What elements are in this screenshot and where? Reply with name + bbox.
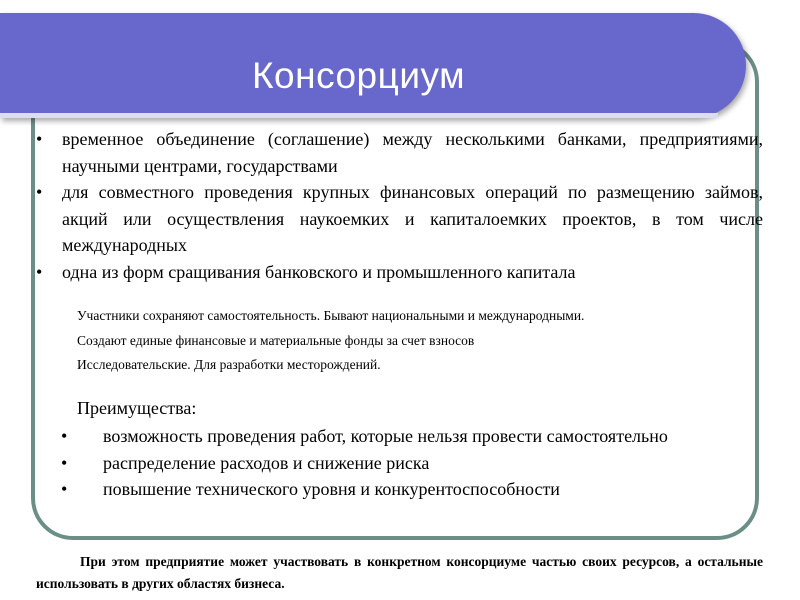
note-line: Исследовательские. Для разработки месторождений. — [77, 357, 381, 372]
definition-list — [36, 126, 763, 285]
footer-note: При этом предприятие может участвовать в конкретном консорциуме частью своих ресурсов, а остальные использовать в других областях бизнеса. — [36, 554, 763, 591]
bullet-icon: • — [36, 182, 43, 202]
list-item: • для совместного проведения крупных финансовых операций по размещению займов, акций или осуществления наукоемких и капиталоемких проектов, в том числе международных — [36, 179, 763, 259]
advantages-heading: Преимущества: — [77, 398, 197, 418]
slide-title: Консорциум — [252, 55, 466, 96]
bullet-icon: • — [36, 129, 43, 149]
bullet-icon: • — [61, 452, 68, 473]
list-item: • временное объединение (соглашение) между несколькими банками, предприятиями, научными центрами, государствами — [36, 126, 763, 179]
notes-block — [77, 304, 757, 378]
bullet-icon: • — [61, 426, 68, 446]
note-line: Участники сохраняют самостоятельность. Бывают национальными и международными. — [77, 308, 585, 323]
list-item: • возможность проведения работ, которые нельзя провести самостоятельно — [61, 423, 763, 450]
bullet-icon: • — [61, 479, 68, 499]
list-item: • распределение расходов и снижение риска — [61, 450, 763, 477]
list-item: • повышение технического уровня и конкурентоспособности — [61, 476, 763, 503]
title-bar — [0, 13, 746, 118]
advantages-list — [61, 423, 763, 503]
bullet-icon: • — [36, 261, 43, 282]
note-line: Создают единые финансовые и материальные фонды за счет взносов — [77, 332, 475, 348]
list-item: • одна из форм сращивания банковского и промышленного капитала — [36, 259, 763, 286]
